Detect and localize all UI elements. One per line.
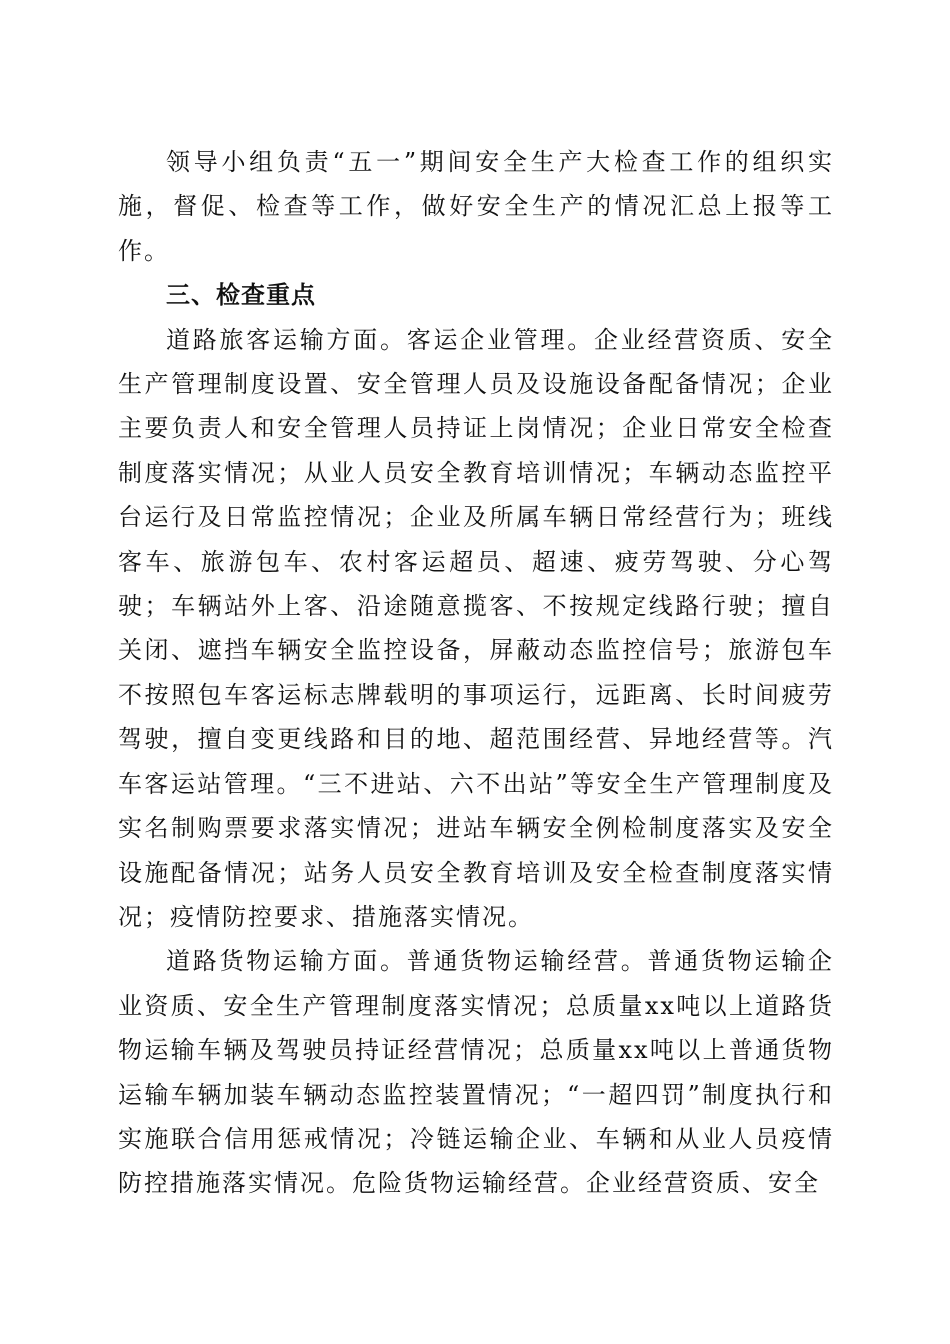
document-body [118, 140, 834, 1206]
paragraph-freight-transport: 道路货物运输方面。普通货物运输经营。普通货物运输企业资质、安全生产管理制度落实情况；总质量xx吨以上道路货物运输车辆及驾驶员持证经营情况；总质量xx吨以上普通货物运输车辆加装车辆动态监控装置情况；“一超四罚”制度执行和实施联合信用惩戒情况；冷链运输企业、车辆和从业人员疫情防控措施落实情况。危险货物运输经营。企业经营资质、安全 [118, 947, 834, 1198]
paragraph-passenger-transport: 道路旅客运输方面。客运企业管理。企业经营资质、安全生产管理制度设置、安全管理人员及设施设备配备情况；企业主要负责人和安全管理人员持证上岗情况；企业日常安全检查制度落实情况；从业人员安全教育培训情况；车辆动态监控平台运行及日常监控情况；企业及所属车辆日常经营行为；班线客车、旅游包车、农村客运超员、超速、疲劳驾驶、分心驾驶；车辆站外上客、沿途随意揽客、不按规定线路行驶；擅自关闭、遮挡车辆安全监控设备，屏蔽动态监控信号；旅游包车不按照包车客运标志牌载明的事项运行，远距离、长时间疲劳驾驶，擅自变更线路和目的地、超范围经营、异地经营等。汽车客运站管理。“三不进站、六不出站”等安全生产管理制度及实名制购票要求落实情况；进站车辆安全例检制度落实及安全设施配备情况；站务人员安全教育培训及安全检查制度落实情况；疫情防控要求、措施落实情况。 [118, 325, 834, 931]
paragraph-leadership-duties: 领导小组负责“五一”期间安全生产大检查工作的组织实施，督促、检查等工作，做好安全生产的情况汇总上报等工作。 [118, 148, 834, 265]
section-heading-inspection-focus: 三、检查重点 [166, 281, 316, 310]
